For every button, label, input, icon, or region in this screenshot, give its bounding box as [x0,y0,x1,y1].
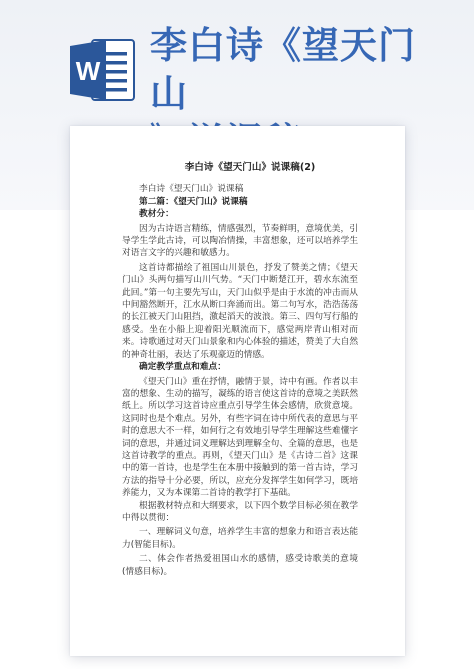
paragraph: 《望天门山》重在抒情，融情于景，诗中有画。作者以丰富的想象、生动的描写，凝练的语言使这首诗的意境之美跃然纸上。所以学习这首诗应重点引导学生体会感情，欣赏意境。这同时也是个难点。另外，有些字词在诗中所代表的意思与平时的意思大不一样，如何行之有效地引导学生理解这些难懂字词的意思，并通过词义理解达到理解全句、全篇的意思，也是这首诗教学的重点。再则，《望天门山》是《古诗二首》这课中的第一首诗，也是学生在本册中接触到的第一首古诗，学习方法的指导十分必要，所以，应充分发挥学生如何学习，既培养能力，又为本课第二首诗的教学打下基础。 [122,376,358,499]
banner-title-line1: 李白诗《望天门山 [150,24,416,115]
paragraph: 根据教材特点和大纲要求，以下四个数学目标必须在教学中得以贯彻： [122,500,358,523]
paragraph: 一、理解词义句意，培养学生丰富的想象力和语言表达能力(智能目标)。 [122,527,358,550]
paragraph: 这首诗都描绘了祖国山川景色，抒发了赞美之情；《望天门山》头两句描写山川气势。“天门中断楚江开，碧水东流至此回。”第一句主要先写山，天门山似乎是由于水流的冲击而从中间豁然断开，江水从断口奔涌而出。第二句写水，浩浩荡荡的长江被天门山阻挡，激起滔天的波浪。第三、四句写行船的感受。坐在小船上迎着阳光顺流而下，感觉两岸青山相对而来。诗歌通过对天门山景象和内心体验的描述，赞美了大自然的神奇壮丽，表达了乐观豪迈的情感。 [122,262,358,360]
document-page [70,126,405,656]
section-heading: 第二篇：《望天门山》说课稿 [139,196,248,207]
word-icon-letter: W [75,56,101,86]
paragraph: 二、体会作者热爱祖国山水的感情，感受诗歌美的意境(情感目标)。 [122,554,358,577]
document-title: 李白诗《望天门山》说课稿(2) [184,162,316,173]
paragraph: 因为古诗语言精练，情感强烈，节奏鲜明，意境优美，引导学生学此古诗，可以陶冶情操，丰富想象，还可以培养学生对语言文字的兴趣和敏感力。 [122,223,358,259]
document-subtitle: 李白诗《望天门山》说课稿 [139,184,244,195]
word-icon [66,34,138,106]
section-heading: 教材分： [139,209,174,220]
document-body [122,162,358,578]
section-heading: 确定教学重点和难点： [139,362,226,373]
